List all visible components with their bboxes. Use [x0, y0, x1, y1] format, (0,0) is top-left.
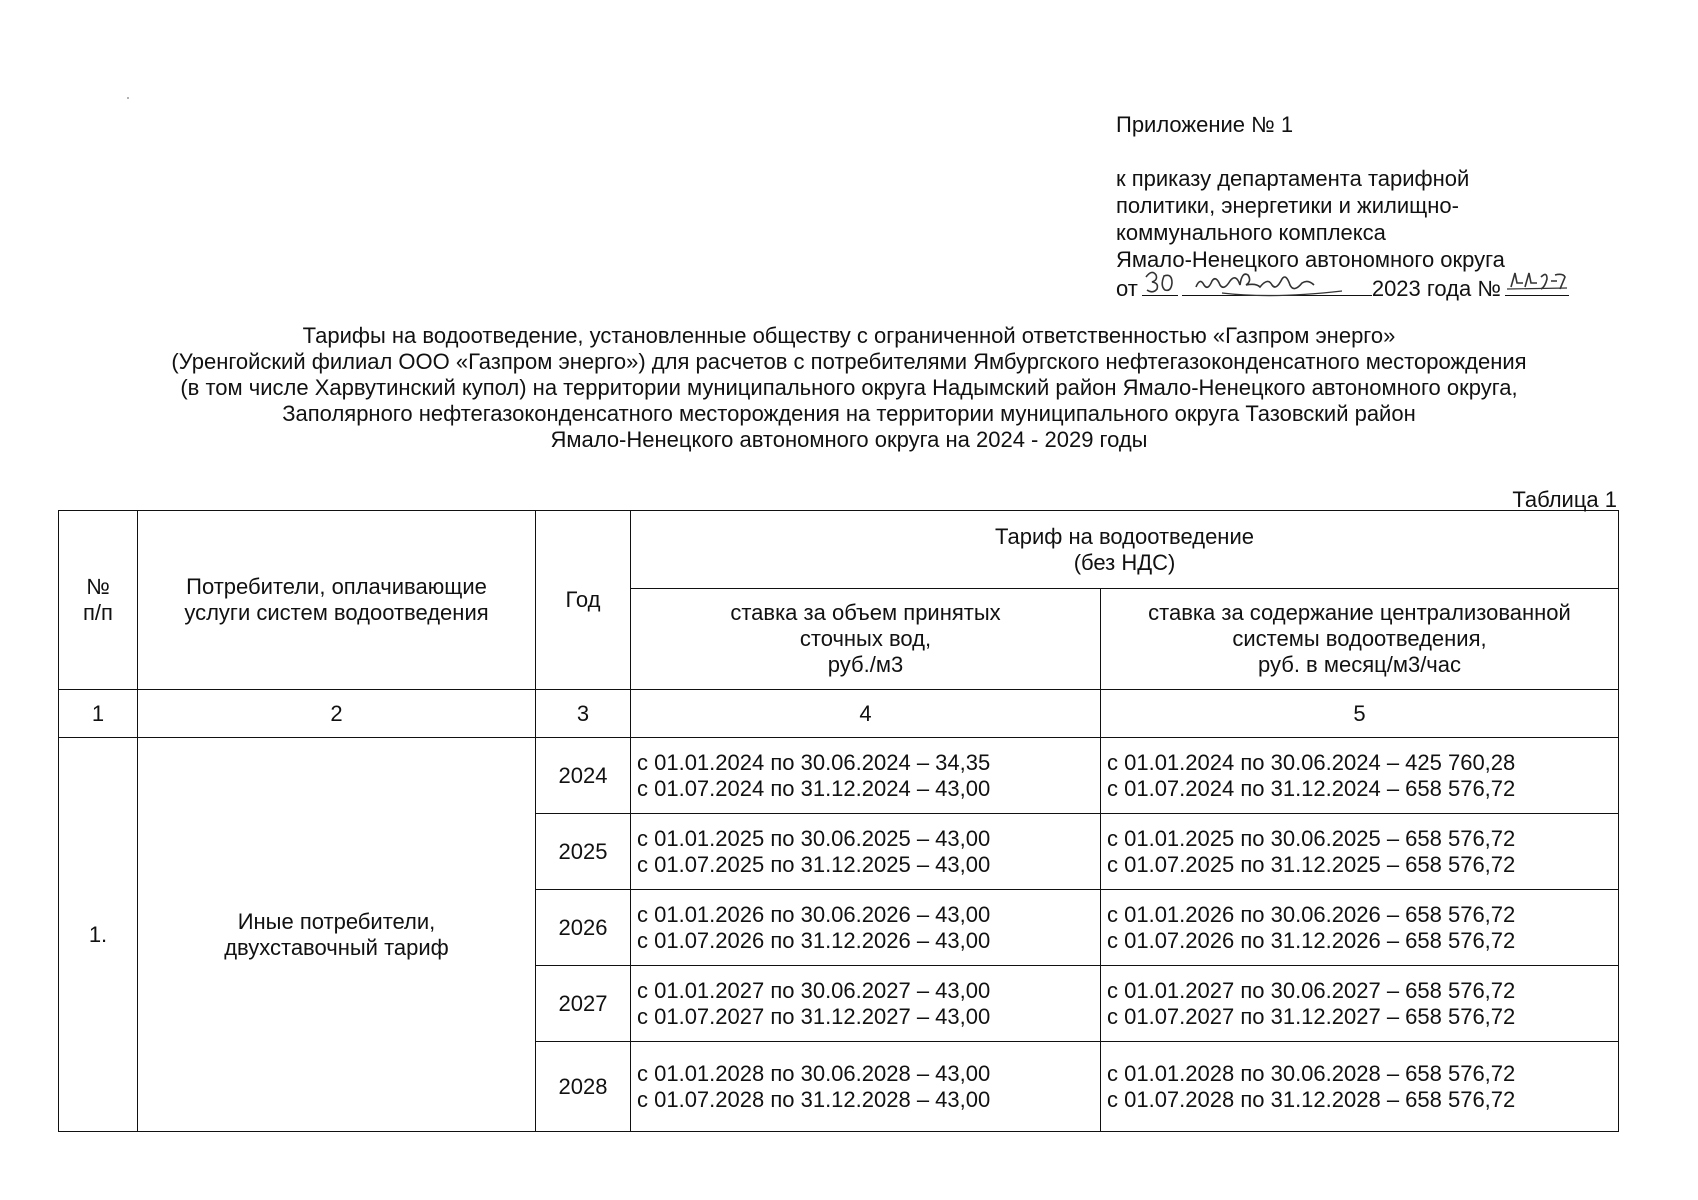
appendix-line: политики, энергетики и жилищно-	[1116, 193, 1459, 218]
header-rate-volume: ставка за объем принятых сточных вод, руб./м3	[631, 589, 1101, 690]
order-date-line	[1116, 273, 1636, 302]
header-num: № п/п	[59, 511, 138, 690]
volume-rate-cell: с 01.01.2026 по 30.06.2026 – 43,00 с 01.07.2026 по 31.12.2026 – 43,00	[631, 890, 1101, 966]
title-line: Заполярного нефтегазоконденсатного месторождения на территории муниципального округа Тазовский район	[282, 401, 1416, 426]
column-number: 4	[631, 690, 1101, 738]
header-consumers: Потребители, оплачивающие услуги систем водоотведения	[138, 511, 536, 690]
year-cell: 2025	[536, 814, 631, 890]
appendix-line: к приказу департамента тарифной	[1116, 166, 1470, 191]
title-line: (в том числе Харвутинский купол) на территории муниципального округа Надымский район Ямало-Ненецкого автономного округа,	[180, 375, 1518, 400]
group-consumer: Иные потребители, двухставочный тариф	[138, 738, 536, 1132]
date-day-field	[1142, 273, 1178, 296]
appendix-block	[1116, 111, 1636, 302]
volume-rate-cell: с 01.01.2025 по 30.06.2025 – 43,00 с 01.07.2025 по 31.12.2025 – 43,00	[631, 814, 1101, 890]
appendix-line: коммунального комплекса	[1116, 220, 1386, 245]
scan-speck	[127, 97, 129, 99]
order-number-field	[1505, 273, 1569, 296]
handwritten-order-number	[1505, 267, 1569, 295]
table-row	[59, 738, 1619, 814]
document-title	[0, 323, 1698, 453]
column-number: 3	[536, 690, 631, 738]
column-number: 5	[1101, 690, 1619, 738]
column-number: 2	[138, 690, 536, 738]
date-year-text: 2023 года №	[1371, 276, 1501, 301]
date-prefix: от	[1116, 276, 1138, 301]
header-year: Год	[536, 511, 631, 690]
appendix-line: Ямало-Ненецкого автономного округа	[1116, 247, 1505, 272]
header-tariff: Тариф на водоотведение (без НДС)	[631, 511, 1619, 589]
year-cell: 2024	[536, 738, 631, 814]
group-num: 1.	[59, 738, 138, 1132]
year-cell: 2026	[536, 890, 631, 966]
title-line: (Уренгойский филиал ООО «Газпром энерго») для расчетов с потребителями Ямбургского нефтегазоконденсатного месторождения	[171, 349, 1527, 374]
year-cell: 2027	[536, 966, 631, 1042]
column-number-row	[59, 690, 1619, 738]
volume-rate-cell: с 01.01.2027 по 30.06.2027 – 43,00 с 01.07.2027 по 31.12.2027 – 43,00	[631, 966, 1101, 1042]
maintenance-rate-cell: с 01.01.2024 по 30.06.2024 – 425 760,28 с 01.07.2024 по 31.12.2024 – 658 576,72	[1101, 738, 1619, 814]
date-month-field	[1182, 273, 1372, 296]
header-rate-maintenance: ставка за содержание централизованной системы водоотведения, руб. в месяц/м3/час	[1101, 589, 1619, 690]
column-number: 1	[59, 690, 138, 738]
maintenance-rate-cell: с 01.01.2026 по 30.06.2026 – 658 576,72 с 01.07.2026 по 31.12.2026 – 658 576,72	[1101, 890, 1619, 966]
table-label: Таблица 1	[1512, 487, 1617, 512]
handwritten-month	[1182, 267, 1372, 297]
title-line: Ямало-Ненецкого автономного округа на 2024 - 2029 годы	[550, 427, 1148, 452]
tariff-table	[58, 510, 1619, 1132]
maintenance-rate-cell: с 01.01.2025 по 30.06.2025 – 658 576,72 с 01.07.2025 по 31.12.2025 – 658 576,72	[1101, 814, 1619, 890]
header-row	[59, 511, 1619, 589]
volume-rate-cell: с 01.01.2028 по 30.06.2028 – 43,00 с 01.07.2028 по 31.12.2028 – 43,00	[631, 1042, 1101, 1132]
handwritten-day	[1142, 267, 1178, 295]
volume-rate-cell: с 01.01.2024 по 30.06.2024 – 34,35 с 01.07.2024 по 31.12.2024 – 43,00	[631, 738, 1101, 814]
maintenance-rate-cell: с 01.01.2027 по 30.06.2027 – 658 576,72 с 01.07.2027 по 31.12.2027 – 658 576,72	[1101, 966, 1619, 1042]
appendix-title: Приложение № 1	[1116, 112, 1294, 137]
maintenance-rate-cell: с 01.01.2028 по 30.06.2028 – 658 576,72 с 01.07.2028 по 31.12.2028 – 658 576,72	[1101, 1042, 1619, 1132]
year-cell: 2028	[536, 1042, 631, 1132]
title-line: Тарифы на водоотведение, установленные обществу с ограниченной ответственностью «Газпром энерго»	[302, 323, 1396, 348]
